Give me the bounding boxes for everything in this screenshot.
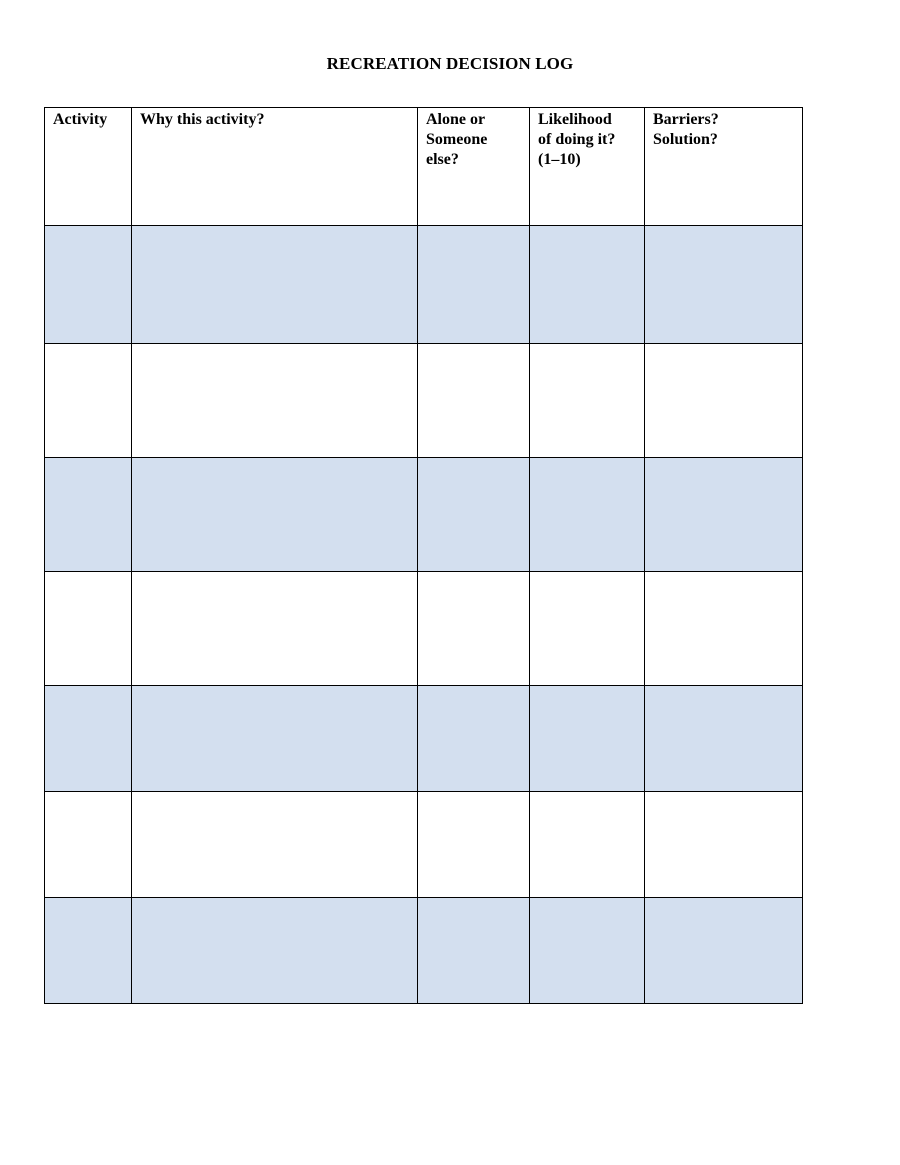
header-alone-or-someone-else: Alone or Someone else? [418, 108, 530, 226]
cell-activity[interactable] [45, 686, 132, 792]
cell-likelihood[interactable] [530, 686, 645, 792]
recreation-decision-log-table [44, 107, 803, 1004]
cell-barriers-solution[interactable] [645, 792, 803, 898]
cell-likelihood[interactable] [530, 572, 645, 686]
cell-alone-or-someone-else[interactable] [418, 344, 530, 458]
cell-barriers-solution[interactable] [645, 458, 803, 572]
header-activity: Activity [45, 108, 132, 226]
cell-why-this-activity[interactable] [132, 344, 418, 458]
cell-likelihood[interactable] [530, 458, 645, 572]
page-title: RECREATION DECISION LOG [326, 54, 574, 73]
cell-alone-or-someone-else[interactable] [418, 572, 530, 686]
cell-likelihood[interactable] [530, 344, 645, 458]
cell-barriers-solution[interactable] [645, 572, 803, 686]
cell-why-this-activity[interactable] [132, 898, 418, 1004]
cell-why-this-activity[interactable] [132, 686, 418, 792]
cell-alone-or-someone-else[interactable] [418, 226, 530, 344]
cell-why-this-activity[interactable] [132, 572, 418, 686]
table-row [45, 686, 803, 792]
cell-likelihood[interactable] [530, 792, 645, 898]
cell-why-this-activity[interactable] [132, 458, 418, 572]
cell-activity[interactable] [45, 344, 132, 458]
table-header-row [45, 108, 803, 226]
table-row [45, 572, 803, 686]
cell-barriers-solution[interactable] [645, 898, 803, 1004]
table-row [45, 226, 803, 344]
cell-alone-or-someone-else[interactable] [418, 686, 530, 792]
cell-activity[interactable] [45, 898, 132, 1004]
cell-activity[interactable] [45, 572, 132, 686]
cell-likelihood[interactable] [530, 898, 645, 1004]
header-barriers-solution: Barriers? Solution? [645, 108, 803, 226]
cell-alone-or-someone-else[interactable] [418, 458, 530, 572]
header-likelihood: Likelihood of doing it? (1–10) [530, 108, 645, 226]
cell-barriers-solution[interactable] [645, 686, 803, 792]
header-why-this-activity: Why this activity? [132, 108, 418, 226]
cell-activity[interactable] [45, 792, 132, 898]
cell-why-this-activity[interactable] [132, 792, 418, 898]
cell-barriers-solution[interactable] [645, 226, 803, 344]
table-row [45, 792, 803, 898]
cell-likelihood[interactable] [530, 226, 645, 344]
cell-alone-or-someone-else[interactable] [418, 792, 530, 898]
cell-why-this-activity[interactable] [132, 226, 418, 344]
table-row [45, 344, 803, 458]
cell-activity[interactable] [45, 458, 132, 572]
cell-activity[interactable] [45, 226, 132, 344]
table-row [45, 898, 803, 1004]
cell-barriers-solution[interactable] [645, 344, 803, 458]
table-row [45, 458, 803, 572]
cell-alone-or-someone-else[interactable] [418, 898, 530, 1004]
